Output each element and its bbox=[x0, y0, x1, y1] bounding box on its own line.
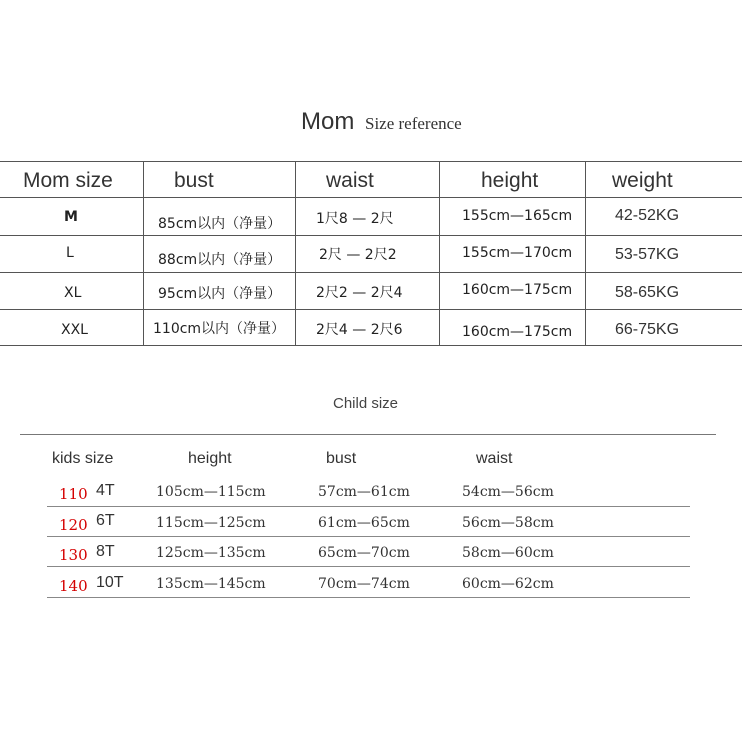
child-table-top-border bbox=[20, 434, 716, 435]
mom-table-col-border bbox=[143, 161, 144, 346]
mom-cell-bust: 88cm以内（净量） bbox=[158, 252, 282, 268]
mom-cell-bust: 85cm以内（净量） bbox=[158, 216, 282, 232]
child-table-row-border bbox=[47, 536, 690, 537]
mom-cell-weight: 42-52KG bbox=[615, 207, 680, 224]
mom-cell-waist: 1尺8 — 2尺 bbox=[316, 211, 394, 227]
child-table-row-border bbox=[47, 566, 690, 567]
mom-header-height: height bbox=[481, 169, 539, 192]
mom-cell-waist: 2尺 — 2尺2 bbox=[319, 247, 397, 263]
child-size-table bbox=[20, 434, 716, 599]
mom-subtitle: Size reference bbox=[365, 114, 462, 133]
child-cell-waist: 54cm—56cm bbox=[462, 484, 554, 500]
mom-table-col-border bbox=[295, 161, 296, 346]
child-cell-height: 105cm—115cm bbox=[156, 484, 266, 500]
mom-table-row-border bbox=[0, 272, 742, 273]
child-cell-bust: 70cm—74cm bbox=[318, 576, 410, 592]
mom-table-bottom-border bbox=[0, 345, 742, 346]
mom-cell-size: M bbox=[64, 209, 78, 225]
child-cell-height: 135cm—145cm bbox=[156, 576, 266, 592]
mom-cell-bust: 110cm以内（净量） bbox=[153, 321, 286, 337]
child-header-bust: bust bbox=[326, 450, 357, 467]
child-table-bottom-border bbox=[47, 597, 690, 598]
child-cell-height: 115cm—125cm bbox=[156, 515, 266, 531]
mom-cell-height: 155cm—165cm bbox=[462, 208, 573, 224]
child-cell-size: 8T bbox=[96, 543, 115, 560]
mom-title: Mom bbox=[301, 108, 355, 135]
mom-cell-weight: 66-75KG bbox=[615, 321, 680, 338]
mom-cell-height: 160cm—175cm bbox=[462, 324, 573, 340]
mom-header-weight: weight bbox=[612, 169, 673, 192]
child-cell-number: 110 bbox=[59, 485, 88, 503]
child-cell-waist: 56cm—58cm bbox=[462, 515, 554, 531]
mom-cell-size: XXL bbox=[61, 322, 88, 338]
mom-cell-waist: 2尺4 — 2尺6 bbox=[316, 322, 403, 338]
child-table-row-border bbox=[47, 506, 690, 507]
mom-header-size: Mom size bbox=[23, 169, 113, 192]
mom-cell-size: XL bbox=[64, 285, 82, 301]
child-cell-number: 120 bbox=[59, 516, 88, 534]
child-cell-number: 140 bbox=[59, 577, 88, 595]
child-cell-height: 125cm—135cm bbox=[156, 545, 266, 561]
mom-header-bust: bust bbox=[174, 169, 214, 192]
mom-cell-weight: 58-65KG bbox=[615, 284, 680, 301]
child-header-waist: waist bbox=[476, 450, 513, 467]
mom-table-top-border bbox=[0, 161, 742, 162]
mom-table-header-border bbox=[0, 197, 742, 198]
child-cell-size: 6T bbox=[96, 512, 115, 529]
mom-table-col-border bbox=[585, 161, 586, 346]
child-cell-bust: 65cm—70cm bbox=[318, 545, 410, 561]
child-cell-size: 10T bbox=[96, 574, 124, 591]
mom-size-table bbox=[0, 161, 742, 346]
child-title: Child size bbox=[333, 395, 399, 412]
child-cell-bust: 61cm—65cm bbox=[318, 515, 410, 531]
child-cell-bust: 57cm—61cm bbox=[318, 484, 410, 500]
child-cell-waist: 58cm—60cm bbox=[462, 545, 554, 561]
mom-cell-size: L bbox=[66, 245, 74, 261]
mom-table-row-border bbox=[0, 235, 742, 236]
mom-cell-bust: 95cm以内（净量） bbox=[158, 286, 282, 302]
mom-header-waist: waist bbox=[326, 169, 374, 192]
mom-cell-waist: 2尺2 — 2尺4 bbox=[316, 285, 403, 301]
child-cell-waist: 60cm—62cm bbox=[462, 576, 554, 592]
child-cell-number: 130 bbox=[59, 546, 88, 564]
mom-table-col-border bbox=[439, 161, 440, 346]
mom-cell-height: 155cm—170cm bbox=[462, 245, 573, 261]
mom-cell-weight: 53-57KG bbox=[615, 246, 680, 263]
child-header-height: height bbox=[188, 450, 232, 467]
mom-table-row-border bbox=[0, 309, 742, 310]
mom-cell-height: 160cm—175cm bbox=[462, 282, 573, 298]
child-cell-size: 4T bbox=[96, 482, 115, 499]
child-header-size: kids size bbox=[52, 450, 114, 467]
